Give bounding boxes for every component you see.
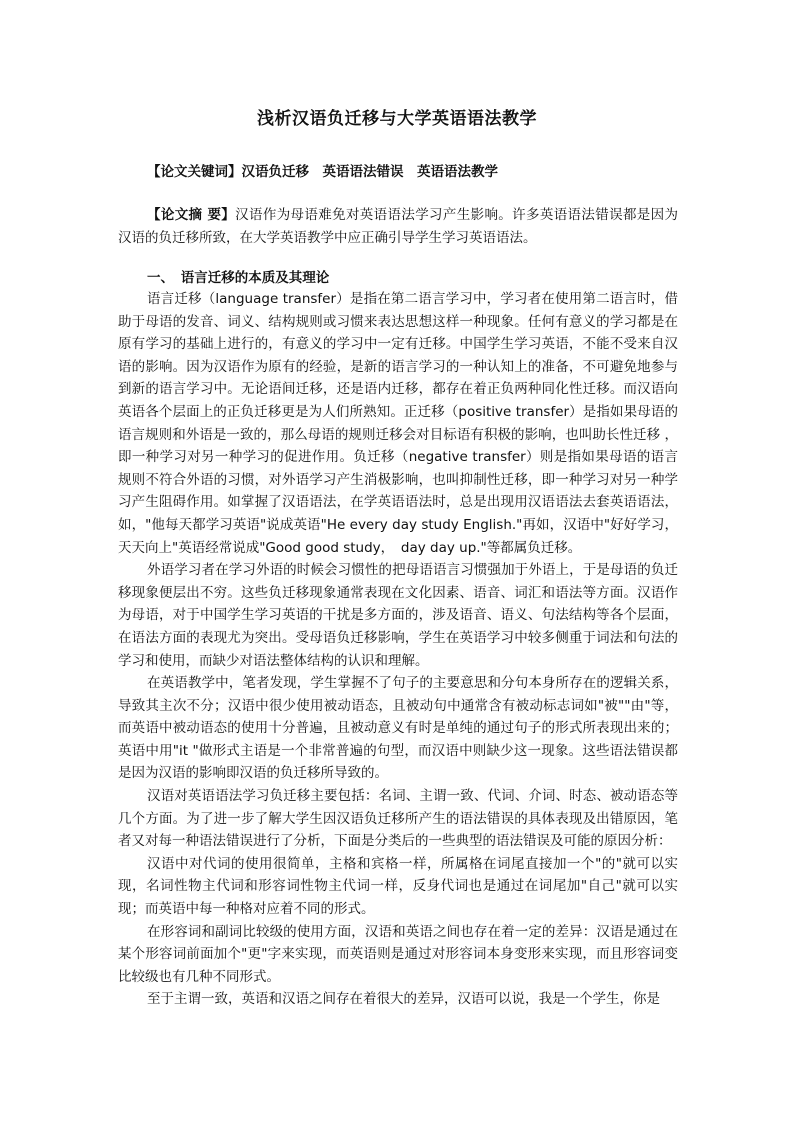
body-text [118, 288, 678, 1011]
body-paragraph: 至于主谓一致，英语和汉语之间存在着很大的差异，汉语可以说，我是一个学生，你是 [147, 991, 660, 1008]
body-paragraph: 汉语对英语语法学习负迁移主要包括：名词、主谓一致、代词、介词、时态、被动语态等几个方面。为了进一步了解大学生因汉语负迁移所产生的语法错误的具体表现及出错原因，笔者又对每一种语法错误进行了分析，下面是分类后的一些典型的语法错误及可能的原因分析： [118, 788, 678, 850]
keywords-line: 【论文关键词】汉语负迁移 英语语法错误 英语语法教学 [147, 164, 498, 180]
document-title: 浅析汉语负迁移与大学英语语法教学 [257, 109, 537, 129]
abstract-text: 汉语作为母语难免对英语语法学习产生影响。许多英语语法错误都是因为汉语的负迁移所致，在大学英语教学中应正确引导学生学习英语语法。 [118, 207, 679, 246]
body-paragraph: 语言迁移（language transfer）是指在第二语言学习中，学习者在使用第二语言时，借助于母语的发音、词义、结构规则或习惯来表达思想这样一种现象。任何有意义的学习都是在原有学习的基础上进行的，有意义的学习中一定有迁移。中国学生学习英语，不能不受来自汉语的影响。因为汉语作为原有的经验，是新的语言学习的一种认知上的准备，不可避免地参与到新的语言学习中。无论语间迁移，还是语内迁移，都存在着正负两种同化性迁移。而汉语向英语各个层面上的正负迁移更是为人们所熟知。正迁移（positive transfer）是指如果母语的语言规则和外语是一致的，那么母语的规则迁移会对目标语有积极的影响，也叫助长性迁移 ，即一种学习对另一种学习的促进作用。负迁移（negative transfer）则是指如果母语的语言规则不符合外语的习惯，对外语学习产生消极影响，也叫抑制性迁移，即一种学习对另一种学习产生阻碍作用。如掌握了汉语语法，在学英语语法时，总是出现用汉语语法去套英语语法，如，"他每天都学习英语"说成英语"He every day study English."再如，汉语中"好好学习，天天向上"英语经常说成"Good good study， day day up."等都属负迁移。 [118, 291, 678, 556]
body-paragraph: 在形容词和副词比较级的使用方面，汉语和英语之间也存在着一定的差异：汉语是通过在某个形容词前面加个"更"字来实现，而英语则是通过对形容词本身变形来实现，而且形容词变比较级也有几种不同形式。 [118, 923, 678, 985]
section-heading: 一、 语言迁移的本质及其理论 [147, 270, 330, 286]
body-paragraph: 在英语教学中，笔者发现，学生掌握不了句子的主要意思和分句本身所存在的逻辑关系，导致其主次不分；汉语中很少使用被动语态，且被动句中通常含有被动标志词如"被""由"等，而英语中被动语态的使用十分普遍，且被动意义有时是单纯的通过句子的形式所表现出来的；英语中用"it "做形式主语是一个非常普遍的句型，而汉语中则缺少这一现象。这些语法错误都是因为汉语的影响即汉语的负迁移所导致的。 [118, 675, 678, 782]
body-paragraph: 外语学习者在学习外语的时候会习惯性的把母语语言习惯强加于外语上，于是母语的负迁移现象便层出不穷。这些负迁移现象通常表现在文化因素、语音、词汇和语法等方面。汉语作为母语，对于中国学生学习英语的干扰是多方面的，涉及语音、语义、句法结构等各个层面，在语法方面的表现尤为突出。受母语负迁移影响，学生在英语学习中较多侧重于词法和句法的学习和使用，而缺少对语法整体结构的认识和理解。 [118, 562, 678, 669]
abstract-paragraph [118, 204, 678, 250]
body-paragraph: 汉语中对代词的使用很简单，主格和宾格一样，所属格在词尾直接加一个"的"就可以实现，名词性物主代词和形容词性物主代词一样，反身代词也是通过在词尾加"自己"就可以实现；而英语中每一种格对应着不同的形式。 [118, 855, 678, 918]
abstract-label: 【论文摘 要】 [147, 207, 236, 223]
